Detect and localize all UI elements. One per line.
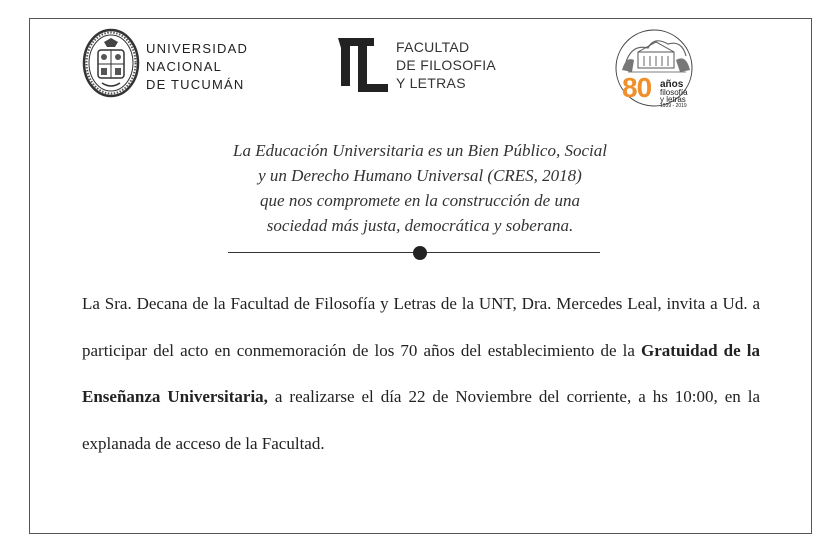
faculty-line-3: Y LETRAS xyxy=(396,75,466,91)
ffyl-logo xyxy=(336,34,526,98)
motto-line-4: sociedad más justa, democrática y soberana. xyxy=(266,216,574,235)
faculty-line-1: FACULTAD xyxy=(396,39,470,55)
unt-line-1: UNIVERSIDAD xyxy=(146,41,249,56)
motto-line-1: La Educación Universitaria es un Bien Público, Social xyxy=(233,141,607,160)
ffyl-monogram-icon xyxy=(336,34,392,94)
anniversary-logo xyxy=(614,26,704,112)
invitation-text xyxy=(82,281,760,467)
anniversary-line-1: filosofía xyxy=(660,88,688,97)
motto xyxy=(170,138,670,238)
faculty-line-2: DE FILOSOFIA xyxy=(396,57,497,73)
invitation-part-2: a realizarse el día 22 de Noviembre del corriente, a hs 10:00, en la explanada de acceso de la Facultad. xyxy=(82,387,760,453)
divider-dot xyxy=(413,246,427,260)
unt-seal-icon xyxy=(82,28,140,98)
anniversary-years: 1939 - 2019 xyxy=(660,103,687,109)
unt-line-2: NACIONAL xyxy=(146,59,223,74)
anniversary-line-2: y letras xyxy=(660,95,686,104)
invitation-highlight: Gratuidad de la Enseñanza Universitaria, xyxy=(82,340,760,406)
motto-line-2: y un Derecho Humano Universal (CRES, 2018) xyxy=(258,166,582,185)
motto-line-3: que nos compromete en la construcción de una xyxy=(260,191,580,210)
anniversary-word: años xyxy=(660,79,684,90)
unt-line-3: DE TUCUMÁN xyxy=(146,77,245,92)
anniversary-number: 80 xyxy=(622,72,652,103)
unt-logo xyxy=(82,28,282,106)
divider xyxy=(228,245,600,261)
invitation-part-1: La Sra. Decana de la Facultad de Filosofía y Letras de la UNT, Dra. Mercedes Leal, invita a Ud. a participar del acto en conmemoración de los 70 años del establecimiento de la xyxy=(82,294,760,360)
